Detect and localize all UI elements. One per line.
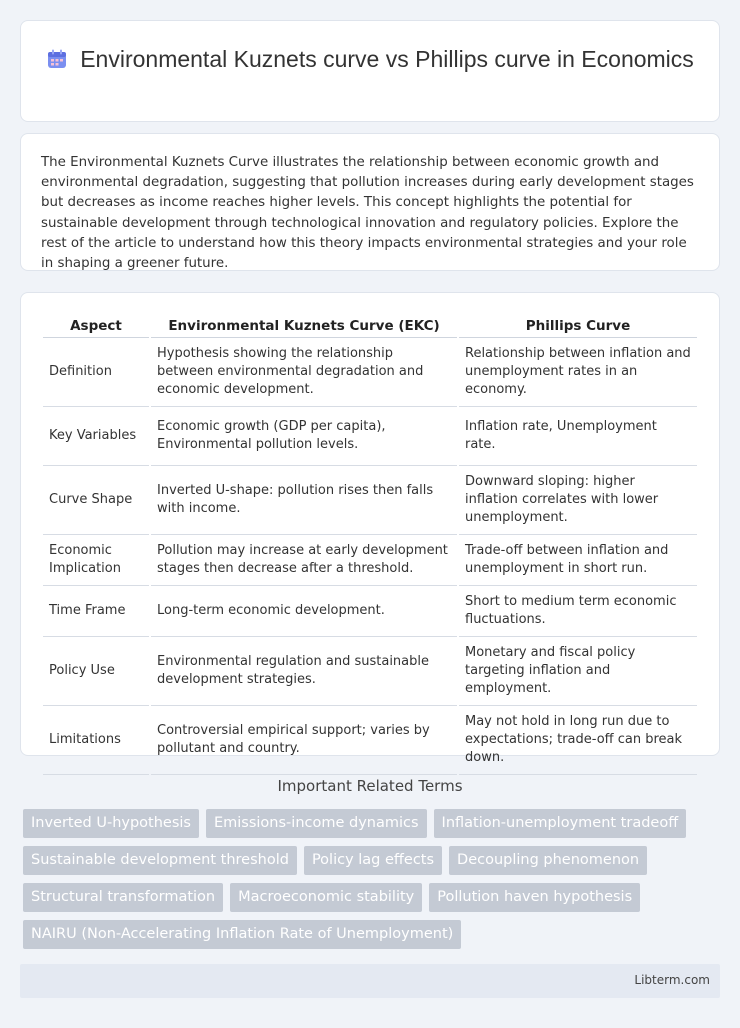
related-terms-title: Important Related Terms xyxy=(277,777,463,795)
comparison-table xyxy=(41,314,699,775)
title-card xyxy=(20,20,720,122)
table-header-row xyxy=(43,314,697,338)
cell-phillips: Monetary and fiscal policy targeting inflation and employment. xyxy=(459,637,697,706)
related-term-tag[interactable]: Sustainable development threshold xyxy=(23,846,297,875)
comparison-table-card xyxy=(20,292,720,765)
cell-aspect: Curve Shape xyxy=(43,466,149,535)
cell-ekc: Inverted U-shape: pollution rises then falls with income. xyxy=(151,466,457,535)
intro-paragraph: The Environmental Kuznets Curve illustrates the relationship between economic growth and environmental degradation, suggesting that pollution increases during early development stages but decreases as income reaches higher levels. This concept highlights the potential for sustainable development through technological innovation and regulatory policies. Explore the rest of the article to understand how this theory impacts environmental strategies and your role in shaping a greener future. xyxy=(41,155,694,272)
cell-ekc: Economic growth (GDP per capita), Environmental pollution levels. xyxy=(151,407,457,466)
related-term-tag[interactable]: Inverted U-hypothesis xyxy=(23,809,199,838)
table-row xyxy=(43,706,697,775)
cell-phillips: Trade-off between inflation and unemployment in short run. xyxy=(459,535,697,586)
cell-ekc: Pollution may increase at early development stages then decrease after a threshold. xyxy=(151,535,457,586)
cell-ekc: Controversial empirical support; varies by pollutant and country. xyxy=(151,706,457,775)
related-terms-list xyxy=(23,809,713,949)
table-row xyxy=(43,586,697,637)
cell-aspect: Policy Use xyxy=(43,637,149,706)
header-aspect: Aspect xyxy=(43,314,149,338)
related-term-tag[interactable]: Structural transformation xyxy=(23,883,223,912)
cell-phillips: Downward sloping: higher inflation correlates with lower unemployment. xyxy=(459,466,697,535)
related-term-tag[interactable]: Macroeconomic stability xyxy=(230,883,422,912)
related-term-tag[interactable]: Policy lag effects xyxy=(304,846,442,875)
page-title: Environmental Kuznets curve vs Phillips curve in Economics xyxy=(80,46,694,72)
related-term-tag[interactable]: Inflation-unemployment tradeoff xyxy=(434,809,687,838)
cell-phillips: Relationship between inflation and unemployment rates in an economy. xyxy=(459,338,697,407)
calendar-icon xyxy=(46,48,68,70)
table-row xyxy=(43,338,697,407)
cell-phillips: May not hold in long run due to expectations; trade-off can break down. xyxy=(459,706,697,775)
cell-aspect: Limitations xyxy=(43,706,149,775)
cell-ekc: Environmental regulation and sustainable development strategies. xyxy=(151,637,457,706)
cell-ekc: Long-term economic development. xyxy=(151,586,457,637)
table-row xyxy=(43,637,697,706)
cell-aspect: Key Variables xyxy=(43,407,149,466)
related-term-tag[interactable]: Emissions-income dynamics xyxy=(206,809,427,838)
header-ekc: Environmental Kuznets Curve (EKC) xyxy=(151,314,457,338)
intro-card xyxy=(20,133,720,271)
cell-aspect: Economic Implication xyxy=(43,535,149,586)
cell-phillips: Inflation rate, Unemployment rate. xyxy=(459,407,697,466)
cell-aspect: Definition xyxy=(43,338,149,407)
cell-aspect: Time Frame xyxy=(43,586,149,637)
cell-phillips: Short to medium term economic fluctuations. xyxy=(459,586,697,637)
header-phillips: Phillips Curve xyxy=(459,314,697,338)
footer xyxy=(20,964,720,998)
related-term-tag[interactable]: NAIRU (Non-Accelerating Inflation Rate of Unemployment) xyxy=(23,920,461,949)
footer-site-link[interactable]: Libterm.com xyxy=(634,973,710,987)
cell-ekc: Hypothesis showing the relationship between environmental degradation and economic development. xyxy=(151,338,457,407)
table-row xyxy=(43,407,697,466)
related-term-tag[interactable]: Pollution haven hypothesis xyxy=(429,883,640,912)
table-row xyxy=(43,535,697,586)
table-row xyxy=(43,466,697,535)
related-term-tag[interactable]: Decoupling phenomenon xyxy=(449,846,647,875)
page-title-wrap xyxy=(21,45,719,74)
